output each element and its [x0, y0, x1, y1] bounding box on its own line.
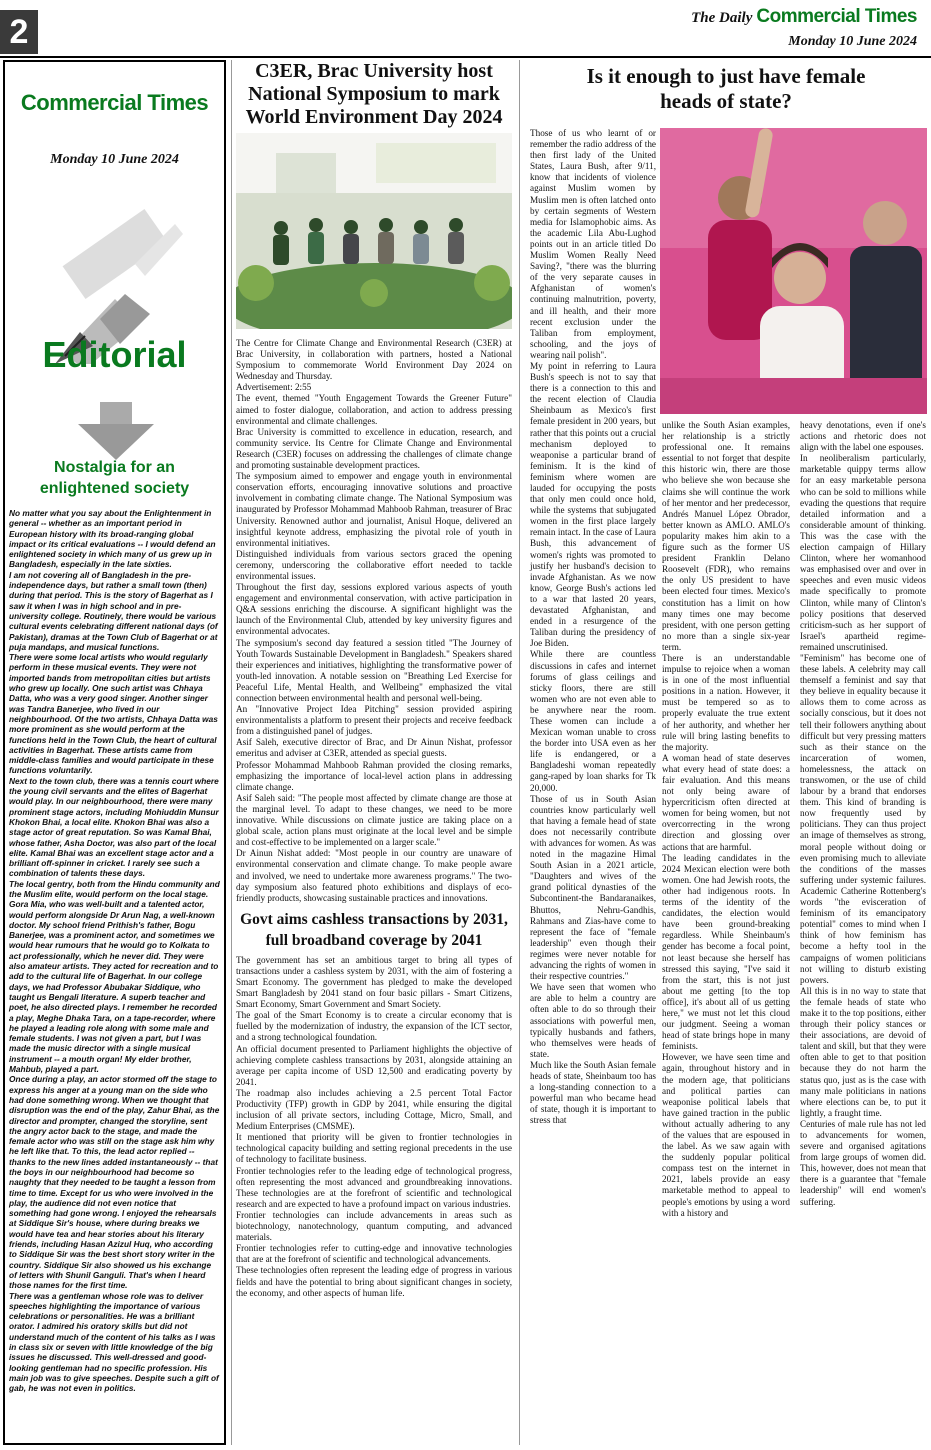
- article3-column-b: [662, 420, 790, 1219]
- paragraph: Professor Mohammad Mahboob Rahman provided the closing remarks, emphasizing the importance of local-level action plans in addressing climate change.: [236, 759, 512, 792]
- editorial-headline: [5, 457, 224, 499]
- masthead-name: Commercial Times: [756, 6, 917, 27]
- paragraph: Asif Saleh said: "The people most affected by climate change are those at the marginal level. To adapt to these changes, we need to be more innovative. While discussions on climate justice are taking place on a global scale, action plans must originate at the local level and be simple and cost-effective to be implemented on a larger scale.": [236, 792, 512, 848]
- paragraph: Next to the town club, there was a tennis court where the young civil servants and the elites of Bagerhat would play. In our neighbourhood, there were many prominent stage actors, including Mohiuddin Munsur Khokon Bhai, a local elite. Khokon Bhai was also a stage actor of great reputation. So was Kamal Bhai, whose father, Asha Doctor, was also part of the local elite. Kamal Bhai was an excellent stage actor and a brilliant off-spinner in cricket. I rarely see such a combination of talents these days.: [9, 775, 219, 879]
- paragraph: The roadmap also includes achieving a 2.5 percent Total Factor Productivity (TFP) growth in GDP by 2041, while ensuring the digital inclusion of all private sectors, including Cottage, Micro, Small, and Medium Enterprises (CMSME).: [236, 1087, 512, 1132]
- paragraph: Frontier technologies refer to cutting-edge and innovative technologies that are at the forefront of scientific and technological advancements.: [236, 1243, 512, 1265]
- paragraph: Those of us who learnt of or remember the radio address of the then first lady of the United States, Laura Bush, after 9/11, know that incidents of violence against Muslim women by Muslim men is often latched onto by certain segments of Western media for Islamophobic aims. As the academic Lila Abu-Lughod points out in an article titled Do Muslim Women Really Need Saving?, "there was the blurring of the very separate causes in Afghanistan of women's continuing malnutrition, poverty, and ill health, and their more recent exclusion under the Taliban from employment, schooling, and the joys of wearing nail polish".: [530, 128, 656, 360]
- paragraph: Brac University is committed to excellence in education, research, and community service. Its Centre for Climate Change and Environmental Research (C3ER) focuses on addressing the challenges of climate change and promoting sustainable development practices.: [236, 426, 512, 471]
- paragraph: Once during a play, an actor stormed off the stage to express his anger at a young man on the side who had done something wrong. When we thought that disruption was the end of the play, Zahur Bhai, as the director and prompter, changed the storyline, sent the angry actor back to the stage, and made the female actor who was still on the stage ask him why he left like that. To this, the lead actor replied -- thanks to the new lines added instantaneously -- that the boys in our neighbourhood had become so naughty that they needed to be taught a lesson from time to time. Except for us who were involved in the play, the audience did not even notice that something had gone wrong. I enjoyed the rehearsals at Siddique Sir's house, where during breaks we would have tea and hear stories about his literary friends, including Hasan Azizul Huq, who according to Siddique Sir was the best short story writer in the country. Siddique Sir also showed us his exchange of letters with Shunil Ganguli. That's when I heard those names for the first time.: [9, 1074, 220, 1291]
- header-rule: [0, 56, 931, 58]
- paragraph: In neoliberalism particularly, marketable quippy terms allow for an easy marketable persona who can be sold to millions while evading the questions that require detailed information and a considerable amount of thinking. This was the case with the election campaign of Hillary Clinton, where her womanhood was emphasised over and over in speeches and even music videos made specifically to promote Clinton, while many of Clinton's policy positions that deserved criticism-such as her support of Israel's apartheid regime-remained unscrutinised.: [800, 453, 926, 652]
- paragraph: Asif Saleh, executive director of Brac, and Dr Ainun Nishat, professor emeritus and adviser at C3ER, attended as special guests.: [236, 737, 512, 759]
- paragraph: No matter what you say about the Enlightenment in general -- whether as an important period in European history with its broad-ranging global impact or its critical evaluations -- I would defend an enlightened society in which many of us grew up in Bangladesh, especially in the late sixties.: [9, 508, 216, 570]
- section-title: Editorial: [42, 334, 187, 375]
- masthead-daily: The Daily: [691, 10, 753, 26]
- paragraph: heavy denotations, even if one's actions and rhetoric does not align with the label one espouses.: [800, 420, 926, 453]
- headline-line-1: Nostalgia for an: [54, 459, 175, 476]
- paragraph: The government has set an ambitious target to bring all types of transactions under a cashless system by 2031, with the aim of fostering a Smart Economy. The government has pledged to make the developed Smart Bangladesh by 2041 stand on four basic pillars - Smart Citizens, Smart Economy, Smart Government and Smart Society.: [236, 954, 512, 1010]
- paragraph: The goal of the Smart Economy is to create a circular economy that is fuelled by the modernization of industry, the expansion of the ICT sector, and a strong technological foundation.: [236, 1010, 512, 1043]
- paragraph: These technologies often represent the leading edge of progress in various fields and have the potential to bring about significant changes in society, the economy, and other aspects of human life.: [236, 1265, 512, 1298]
- paragraph: A woman head of state deserves what every head of state does: a fair evaluation. And this means not only being aware of hypercriticism often directed at women for being women, but not overcorrecting in the wrong direction and glossing over actions that are harmful.: [662, 752, 790, 852]
- editorial-sidebar: [3, 60, 226, 1445]
- paragraph: It mentioned that priority will be given to frontier technologies in technological capacity building and setting regional precedents in the use of technology to facilitate business.: [236, 1132, 512, 1165]
- paragraph: Distinguished individuals from various sectors graced the opening ceremony, underscoring the collaborative effort needed to tackle environmental issues.: [236, 548, 512, 581]
- sidebar-logo: Commercial Times: [20, 90, 209, 115]
- page-number: 2: [0, 10, 38, 54]
- paragraph: Dr Ainun Nishat added: "Most people in our country are unaware of environmental conservation and climate change. To make people aware and involved, we need to undertake more awareness programs." The two-day symposium also featured photo exhibitions and displays of eco-friendly products, showcasing sustainable practices and innovations.: [236, 848, 512, 903]
- paragraph: My point in referring to Laura Bush's speech is not to say that there is a connection to this and the recent election of Claudia Sheinbaum as Mexico's first female president in 200 years, but rather that this points out a crucial mechanism deployed to weaponise a particular brand of feminism. It is the kind of feminism where women are lauded for occupying the posts that only men could once hold, while the systems that subjugated women in the first place largely remain intact. In the case of Laura Bush, this advancement of women's rights was promoted to justify her husband's decision to invade Afghanistan. As we now know, George Bush's actions led to a war that lasted 20 years, devastated Afghanistan, and ended in a resurgence of the Taliban during the presidency of Joe Biden.: [530, 360, 656, 649]
- sheinbaum-photo: [660, 128, 927, 414]
- article1-body: [236, 338, 512, 904]
- paragraph: Those of us in South Asian countries know particularly well that having a female head of state does not necessarily contribute with advances for women. As was noted in the magazine Himal South Asian in a 2021 article, "Daughters and wives of the grand political dynasties of the Subcontinent-the Bandaranaikes, Bhuttos, Nehru-Gandhis, Rahmans and Zias-have come to represent the face of "female leadership" even though their regimes were never notable for advancing the rights of women in their respective countries.": [530, 793, 656, 982]
- masthead-date: Monday 10 June 2024: [788, 34, 917, 49]
- sidebar-date: Monday 10 June 2024: [50, 152, 179, 167]
- paragraph: Throughout the first day, sessions explored various aspects of youth engagement and environmental conservation, with active participation in Q&A sessions enriching the discourse. A significant highlight was the launch of the Environmental Club, attended by key university figures and environmental advocates.: [236, 582, 512, 637]
- paragraph: The event, themed "Youth Engagement Towards the Greener Future" aimed to foster dialogue, collaboration, and action to address pressing environmental and climate challenges.: [236, 393, 512, 426]
- paragraph: The symposium's second day featured a session titled "The Journey of Youth Towards Sustainable Development in Bangladesh." Speakers shared their experiences and initiatives, highlighting the transformative power of youth-led innovation. A notable session on "Breathing Led Exercise for Peaceful Life, Mental Health, and Wellbeing" emphasized the vital connection between environmental health and personal well-being.: [236, 637, 512, 703]
- paragraph: An "Innovative Project Idea Pitching" session provided aspiring environmentalists a platform to present their projects and receive feedback from a distinguished panel of judges.: [236, 704, 512, 737]
- article2-title: Govt aims cashless transactions by 2031, full broadband coverage by 2041: [240, 910, 508, 949]
- column-rule: [519, 60, 520, 1445]
- article3-column-c: [800, 420, 926, 1208]
- paragraph: The Centre for Climate Change and Environmental Research (C3ER) at Brac University, in collaboration with partners, hosted a National Symposium to commemorate World Environment Day 2024 on Wednesday and Thursday.: [236, 338, 512, 382]
- article1-title: C3ER, Brac University host National Symposium to mark World Environment Day 2024: [245, 60, 503, 128]
- paragraph: Frontier technologies can include advancements in areas such as biotechnology, nanotechnology, quantum computing, and advanced materials.: [236, 1209, 512, 1243]
- paragraph: The symposium aimed to empower and engage youth in environmental conservation efforts, encouraging innovative solutions and proactive involvement in combating climate change. The National Symposium was inaugurated by Professor Mohammad Mahboob Rahman, treasurer of Brac University. Renowned author and journalist, Anisul Hoque, delivered an insightful keynote address, emphasizing the pivotal role of youth in environmental initiatives.: [236, 471, 512, 548]
- paragraph: Much like the South Asian female heads of state, Sheinbaum too has a long-standing connection to a powerful man who became head of state, though it is important to stress that: [530, 1059, 656, 1126]
- symposium-photo: [236, 133, 512, 329]
- paragraph: The leading candidates in the 2024 Mexican election were both women. One had Jewish roots, the other had indigenous roots. In terms of the identity of the candidates, the election would have been ground-breaking regardless. While Sheinbaum's gender has become a focal point, not least because she herself has stressed this saying, "I've said it from the start, this is not just about me getting [to the top office], it's about all of us getting here," we must not let this cloud our judgment. Seeing a woman head of state brings hope in many feminists.: [662, 852, 790, 1052]
- paragraph: There was a gentleman whose role was to deliver speeches highlighting the importance of various celebrations or personalities. He was a brilliant orator. I admired his oratory skills but did not understand much of the content of his talks as I was in class six or seven with little knowledge of the big issues he discussed. This well-dressed and good-looking gentleman had no specific profession. His main job was to give speeches. Despite such a gift of gab, he was not even in politics.: [9, 1290, 219, 1394]
- title-line-1: Is it enough to just have female: [586, 64, 866, 88]
- masthead: [691, 6, 917, 50]
- column-rule: [231, 60, 232, 1445]
- editorial-body: [9, 508, 220, 1394]
- article3-header: [527, 64, 925, 114]
- paragraph: The local gentry, both from the Hindu community and the Muslim elite, would perform on the local stage. Gora Mia, who was well-built and a talented actor, would perform alongside Dr Arun Nag, a well-known doctor. My school friend Prithish's father, Bogu Banerjee, was a prominent actor, and sometimes we would hear rumours that he would go to Kolkata to act professionally, which he never did. They were also amateur artists. They acted for recreation and to add to the cultural life of Bagerhat. In our college days, we had Professor Abubakar Siddique, who taught us Bengali literature. A superb teacher and poet, he also directed plays. I remember he recorded a play, Meghe Dhaka Tara, on a tape-recorder, where he played a leading role along with some male and female students. I was not given a part, but I was made the music director with a single musical instrument -- a mouth organ! My elder brother, Mahbub, played a part.: [9, 878, 220, 1075]
- paragraph: However, we have seen time and again, throughout history and in the modern age, that politicians and political parties can weaponise political labels that have gained traction in the public without actually adhering to any of the values that are espoused in the label. As we saw again with the suddenly popular political compass test on the internet in 2021, labels provide an easy marketable method to appeal to people's emotions by using a word with a history and: [662, 1052, 790, 1218]
- paragraph: Advertisement: 2:55: [236, 382, 312, 393]
- headline-line-2: enlightened society: [39, 480, 190, 497]
- paragraph: "Feminism" has become one of these labels. A celebrity may call themself a feminist and say that they believe in equality because it allows them to come across as socially conscious, but it does not tell their followers anything about difficult but very pressing matters such as their stance on the incarceration of women, homelessness, the attack on transwomen, or the use of child labour by a brand that endorses them. This kind of branding is now frequently used by politicians. They can thus project an image of themselves as strong, moral people without doing or even promising much to alleviate the conditions of the masses suffering under systemic failures. Academic Catherine Rottenberg's words "the evisceration of feminism of its emancipatory potential" comes to mind when I think of how feminism has become a hefty tool in the campaigns of women politicians not willing to disturb existing powers.: [800, 652, 926, 985]
- paragraph: All this is in no way to state that the female heads of state who make it to the top positions, either through their policy stances or their associations, are devoid of talent and skill, but that they were often able to get to that position because they do not harm the status quo, just as is the case with many male politicians in nations where elections can be, to put it lightly, a fraught time.: [800, 985, 926, 1118]
- paragraph: Centuries of male rule has not led to advancements for women, severe and organised agitations from large groups of women did. This, however, does not mean that there is a guarantee that "female leadership" will end women's suffering.: [800, 1118, 926, 1207]
- article3-column-a: [530, 128, 656, 1126]
- title-line-2: heads of state?: [660, 89, 792, 113]
- article3-title: [527, 64, 925, 114]
- paragraph: There were some local artists who would regularly perform in these musical events. They were not imported bands from metropolitan cities but artists who grew up locally. One such artist was Chhaya Datta, who was a very good singer. Another singer was Tandra Banerjee, who lived in our neighbourhood. Of the two artists, Chhaya Datta was more prominent as she would perform at the functions held in the Town Club, the heart of cultural activities in Bagerhat. These artists came from middle-class families and would participate in these functions voluntarily.: [9, 652, 218, 776]
- paragraph: Frontier technologies refer to the leading edge of technological progress, often representing the most advanced and groundbreaking innovations. These technologies are at the forefront of scientific and technological research and are expected to have a profound impact on various industries.: [236, 1165, 512, 1209]
- article-column-2: [236, 60, 512, 1299]
- paragraph: We have seen that women who are able to helm a country are often able to do so through their associations with powerful men, typically husbands and fathers, who themselves were heads of state.: [530, 982, 656, 1059]
- article2-body: [236, 955, 512, 1299]
- paragraph: I am not covering all of Bangladesh in the pre-independence days, but rather a small town (then) during that period. This is the story of Bagerhat as I saw it when I was in high school and in pre-university college. Routinely, there would be various cultural events celebrating different national days (of Pakistan), dramas at the Town Club of Bagerhat or at puja mandaps, and musical functions.: [9, 569, 218, 652]
- paragraph: While there are countless discussions in cafes and internet forums of glass ceilings and sticky floors, there are still women who are not even able to be anywhere near the room. These women can include a Mexican woman unable to cross the border into USA even as her life is endangered, or a Bangladeshi woman repeatedly gang-raped by loan sharks for Tk 20,000.: [530, 649, 656, 793]
- paragraph: An official document presented to Parliament highlights the objective of achieving complete cashless transactions by 2031, alongside attaining an average per capita income of USD 12,500 and eradicating poverty by 2041.: [236, 1043, 512, 1087]
- paragraph: There is an understandable impulse to rejoice when a woman is in one of the most influential positions in a nation. However, it must be tempered so as to properly evaluate the true extent of her authority, and whether her rule will bring lasting benefits to the majority.: [662, 652, 790, 752]
- paragraph: unlike the South Asian examples, her relationship is a strictly professional one. It remains essential to not forget that despite this historic win, there are those who believe she won because she claims she will continue the work of her mentor and her predecessor, Andrés Manuel López Obrador, better known as AMLO. AMLO's popularity makes him akin to a figure such as the former US president Franklin Delano Roosevelt (FDR), who remains the only US president to have been elected four times. Mexico's constitution has a limit on how many times one may become president, with one person getting no more than a single six-year term.: [662, 420, 790, 652]
